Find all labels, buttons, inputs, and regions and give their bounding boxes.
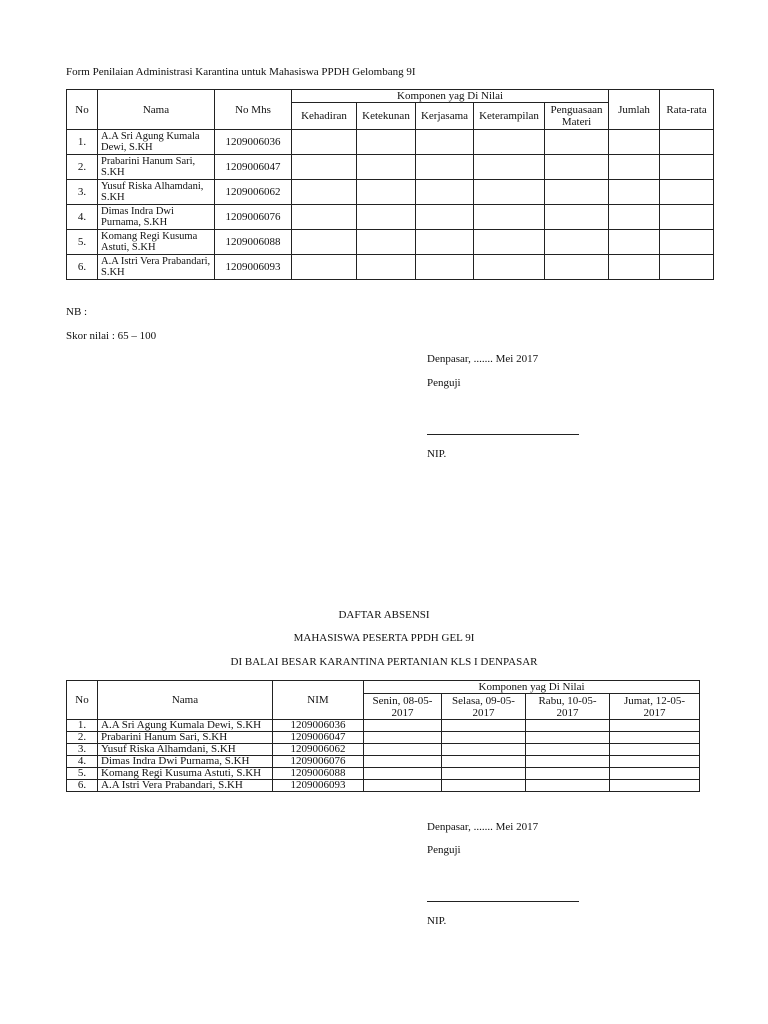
score-cell — [545, 130, 609, 155]
header-jumlah: Jumlah — [609, 90, 660, 130]
score-cell — [357, 130, 416, 155]
row-no: 4. — [67, 205, 98, 230]
score-cell — [660, 255, 714, 280]
row-no: 1. — [67, 720, 98, 732]
assessment-table — [66, 89, 714, 280]
score-cell — [416, 255, 474, 280]
attendance-cell — [610, 768, 700, 780]
header-nama: Nama — [98, 681, 273, 720]
score-cell — [660, 230, 714, 255]
attendance-table — [66, 680, 700, 792]
header-day-friday: Jumat, 12-05-2017 — [610, 694, 700, 720]
signature-line — [427, 434, 579, 435]
row-no: 6. — [67, 780, 98, 792]
row-no: 4. — [67, 756, 98, 768]
attendance-cell — [610, 720, 700, 732]
signature-line — [427, 901, 579, 902]
score-cell — [292, 130, 357, 155]
score-cell — [660, 155, 714, 180]
header-no: No — [67, 90, 98, 130]
row-nomhs: 1209006036 — [215, 130, 292, 155]
score-cell — [416, 155, 474, 180]
score-cell — [292, 155, 357, 180]
row-nim: 1209006036 — [273, 720, 364, 732]
table-row — [67, 205, 714, 230]
row-nomhs: 1209006093 — [215, 255, 292, 280]
row-no: 1. — [67, 130, 98, 155]
attendance-cell — [364, 768, 442, 780]
header-day-wednesday: Rabu, 10-05-2017 — [526, 694, 610, 720]
score-cell — [545, 230, 609, 255]
score-cell — [609, 180, 660, 205]
attendance-cell — [526, 732, 610, 744]
score-cell — [357, 155, 416, 180]
attendance-cell — [364, 756, 442, 768]
row-nim: 1209006093 — [273, 780, 364, 792]
attendance-cell — [364, 780, 442, 792]
attendance-cell — [526, 720, 610, 732]
row-nama: Yusuf Riska Alhamdani, S.KH — [98, 744, 273, 756]
attendance-cell — [610, 732, 700, 744]
score-cell — [292, 205, 357, 230]
attendance-cell — [364, 732, 442, 744]
table-row — [67, 756, 700, 768]
attendance-cell — [526, 756, 610, 768]
score-cell — [416, 130, 474, 155]
header-no: No — [67, 681, 98, 720]
score-cell — [545, 180, 609, 205]
attendance-cell — [526, 768, 610, 780]
row-nama: A.A Sri Agung Kumala Dewi, S.KH — [98, 130, 215, 155]
score-range: Skor nilai : 65 – 100 — [66, 330, 157, 342]
header-komponen: Komponen yag Di Nilai — [292, 90, 609, 103]
row-nama: A.A Istri Vera Prabandari, S.KH — [98, 255, 215, 280]
score-cell — [416, 180, 474, 205]
header-rata: Rata-rata — [660, 90, 714, 130]
attendance-cell — [442, 732, 526, 744]
attendance-cell — [442, 744, 526, 756]
score-cell — [292, 230, 357, 255]
score-cell — [545, 255, 609, 280]
row-nomhs: 1209006062 — [215, 180, 292, 205]
attendance-cell — [610, 756, 700, 768]
score-cell — [609, 130, 660, 155]
row-nama: Dimas Indra Dwi Purnama, S.KH — [98, 756, 273, 768]
table-row — [67, 180, 714, 205]
header-nama: Nama — [98, 90, 215, 130]
row-nama: Yusuf Riska Alhamdani, S.KH — [98, 180, 215, 205]
attendance-cell — [610, 744, 700, 756]
row-no: 2. — [67, 732, 98, 744]
score-cell — [474, 155, 545, 180]
table-row — [67, 130, 714, 155]
row-nama: Prabarini Hanum Sari, S.KH — [98, 155, 215, 180]
attendance-cell — [442, 768, 526, 780]
attendance-cell — [442, 780, 526, 792]
attendance-title: DAFTAR ABSENSI — [338, 609, 430, 621]
score-cell — [660, 180, 714, 205]
score-cell — [357, 255, 416, 280]
score-cell — [357, 180, 416, 205]
score-cell — [545, 205, 609, 230]
attendance-cell — [526, 780, 610, 792]
score-cell — [474, 205, 545, 230]
nb-label: NB : — [66, 306, 88, 318]
header-day-tuesday: Selasa, 09-05-2017 — [442, 694, 526, 720]
header-day-monday: Senin, 08-05-2017 — [364, 694, 442, 720]
attendance-location: DI BALAI BESAR KARANTINA PERTANIAN KLS I DENPASAR — [230, 656, 538, 668]
row-no: 3. — [67, 180, 98, 205]
table-row — [67, 230, 714, 255]
header-nomhs: No Mhs — [215, 90, 292, 130]
score-cell — [357, 230, 416, 255]
table-row — [67, 768, 700, 780]
row-nomhs: 1209006076 — [215, 205, 292, 230]
row-no: 5. — [67, 230, 98, 255]
nip-label: NIP. — [427, 915, 447, 927]
header-nim: NIM — [273, 681, 364, 720]
score-cell — [292, 255, 357, 280]
row-nama: Komang Regi Kusuma Astuti, S.KH — [98, 230, 215, 255]
row-no: 3. — [67, 744, 98, 756]
attendance-cell — [526, 744, 610, 756]
place-date: Denpasar, ....... Mei 2017 — [427, 353, 539, 365]
score-cell — [416, 230, 474, 255]
score-cell — [660, 205, 714, 230]
row-no: 6. — [67, 255, 98, 280]
header-kehadiran: Kehadiran — [292, 103, 357, 130]
row-nomhs: 1209006047 — [215, 155, 292, 180]
score-cell — [609, 230, 660, 255]
score-cell — [474, 230, 545, 255]
score-cell — [609, 155, 660, 180]
row-nama: A.A Sri Agung Kumala Dewi, S.KH — [98, 720, 273, 732]
examiner-label: Penguji — [427, 844, 461, 856]
header-penguasaan: Penguasaan Materi — [545, 103, 609, 130]
row-nama: A.A Istri Vera Prabandari, S.KH — [98, 780, 273, 792]
row-nomhs: 1209006088 — [215, 230, 292, 255]
attendance-cell — [610, 780, 700, 792]
attendance-cell — [364, 744, 442, 756]
attendance-cell — [364, 720, 442, 732]
table-row — [67, 744, 700, 756]
score-cell — [545, 155, 609, 180]
score-cell — [474, 255, 545, 280]
row-nama: Komang Regi Kusuma Astuti, S.KH — [98, 768, 273, 780]
row-nim: 1209006088 — [273, 768, 364, 780]
row-nama: Prabarini Hanum Sari, S.KH — [98, 732, 273, 744]
row-no: 5. — [67, 768, 98, 780]
row-nama: Dimas Indra Dwi Purnama, S.KH — [98, 205, 215, 230]
table-row — [67, 720, 700, 732]
header-komponen: Komponen yag Di Nilai — [364, 681, 700, 694]
score-cell — [416, 205, 474, 230]
score-cell — [357, 205, 416, 230]
row-nim: 1209006076 — [273, 756, 364, 768]
nip-label: NIP. — [427, 448, 447, 460]
table-row — [67, 255, 714, 280]
attendance-cell — [442, 756, 526, 768]
row-no: 2. — [67, 155, 98, 180]
table-row — [67, 780, 700, 792]
score-cell — [474, 180, 545, 205]
header-keterampilan: Keterampilan — [474, 103, 545, 130]
score-cell — [292, 180, 357, 205]
form1-title: Form Penilaian Administrasi Karantina untuk Mahasiswa PPDH Gelombang 9I — [66, 66, 416, 78]
row-nim: 1209006047 — [273, 732, 364, 744]
table-row — [67, 155, 714, 180]
attendance-subtitle: MAHASISWA PESERTA PPDH GEL 9I — [293, 632, 475, 644]
score-cell — [609, 205, 660, 230]
header-ketekunan: Ketekunan — [357, 103, 416, 130]
header-kerjasama: Kerjasama — [416, 103, 474, 130]
row-nim: 1209006062 — [273, 744, 364, 756]
place-date: Denpasar, ....... Mei 2017 — [427, 821, 539, 833]
score-cell — [474, 130, 545, 155]
score-cell — [609, 255, 660, 280]
attendance-cell — [442, 720, 526, 732]
table-row — [67, 732, 700, 744]
score-cell — [660, 130, 714, 155]
examiner-label: Penguji — [427, 377, 461, 389]
